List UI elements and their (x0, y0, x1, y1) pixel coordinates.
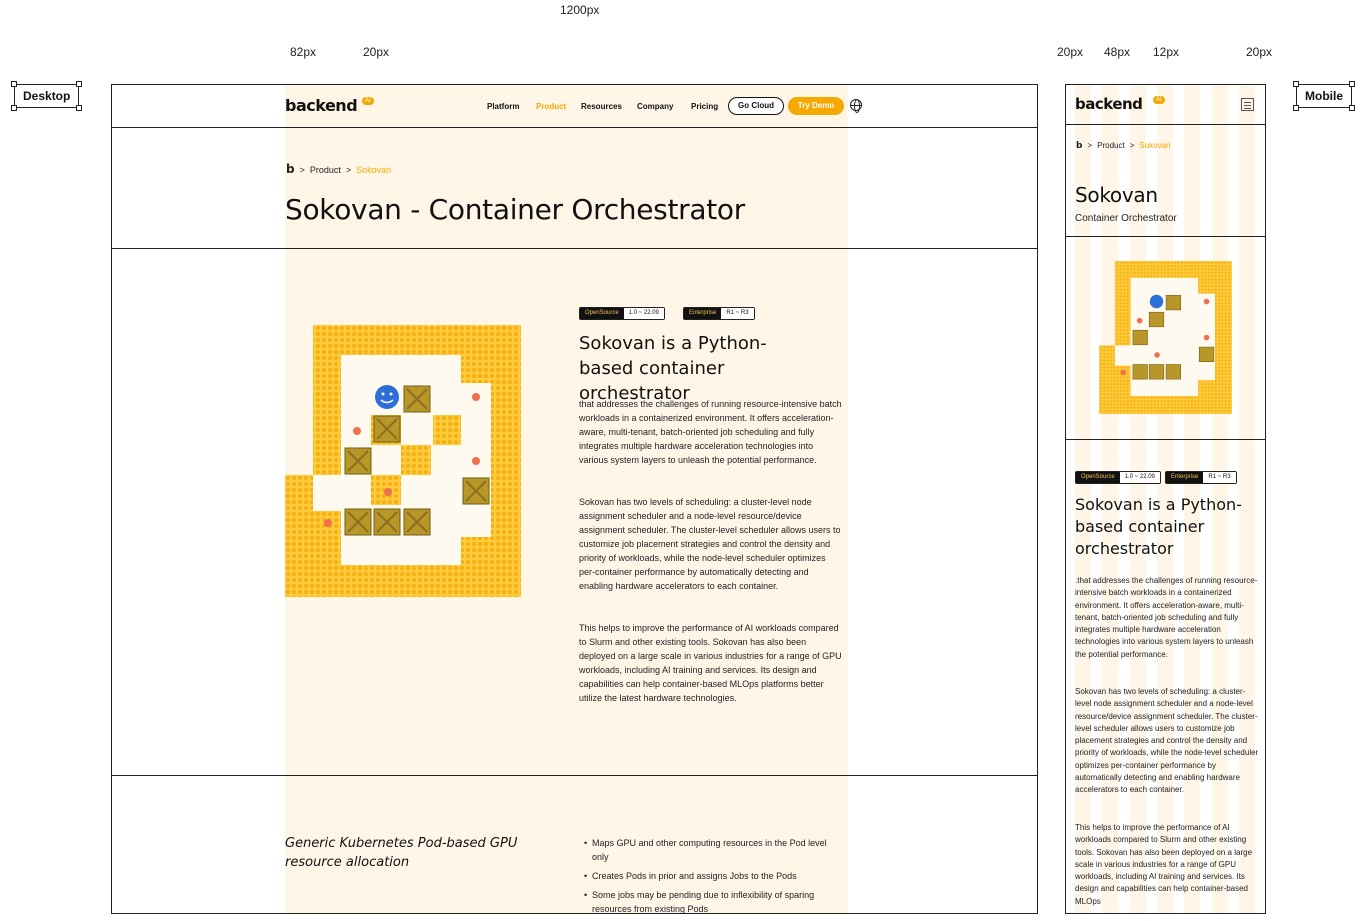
feature-item: • Creates Pods in prior and assigns Jobs to the Pods (584, 869, 844, 883)
sokoban-puzzle-illustration (285, 325, 521, 597)
opensource-version-badge: OpenSource 1.0 ~ 22.09 (1075, 471, 1161, 484)
sokoban-puzzle-illustration (1099, 261, 1232, 414)
feature-list (584, 836, 844, 921)
mobile-description-paragraph-2: Sokovan has two levels of scheduling: a cluster-level node assignment scheduler and a node-level resource/device assignment scheduler. The cluster-level scheduler allows users to customize job placement strategies and control the density and priority of workloads, while the node-level scheduler optimizes per-container performance by automatically detecting and enabling hardware accelerators to each container. (1075, 687, 1259, 795)
breadcrumb-home[interactable]: b (1076, 141, 1083, 151)
mobile-column-annotation: 48px (1104, 45, 1131, 59)
mobile-label-text: Mobile (1305, 89, 1343, 103)
mobile-description-paragraph-1: .that addresses the challenges of running resource-intensive batch workloads in a containerized environment. It offers acceleration-aware, multi-tenant, batch-oriented job scheduling and fully integrates multiple hardware acceleration technologies into various system layers to unleash the potential performance. (1075, 576, 1258, 659)
logo-ai-badge: AI (1153, 96, 1165, 104)
feature-item: • Maps GPU and other computing resources in the Pod level only (584, 836, 844, 864)
product-headline: Sokovan is a Python-based container orchestrator (579, 333, 767, 404)
globe-icon[interactable] (850, 99, 862, 111)
breadcrumb-current: Sokovan (356, 165, 392, 175)
mobile-top-nav (1066, 85, 1265, 125)
enterprise-version-badge: Enterprise R1 ~ R3 (683, 307, 755, 320)
mobile-frame-label[interactable] (1296, 84, 1352, 108)
breadcrumb-product[interactable]: Product (1097, 141, 1125, 150)
nav-platform[interactable]: Platform (487, 102, 520, 111)
breadcrumb-current: Sokovan (1139, 141, 1171, 150)
brand-logo[interactable]: backend (285, 96, 358, 115)
feature-item: • Some jobs may be pending due to inflexibility of sparing resources from existing Pods (584, 888, 844, 916)
nav-pricing[interactable]: Pricing (691, 102, 719, 111)
breadcrumb-home[interactable]: b (286, 162, 295, 176)
feature-heading: Generic Kubernetes Pod-based GPU resource allocation (285, 836, 518, 870)
mobile-margin-annotation: 20px (1057, 45, 1084, 59)
divider (1066, 439, 1265, 440)
mobile-frame (1065, 84, 1266, 914)
opensource-version-badge: OpenSource 1.0 ~ 22.09 (579, 307, 665, 320)
nav-product[interactable]: Product (536, 102, 567, 111)
divider (112, 248, 1037, 249)
desktop-frame (111, 84, 1038, 914)
desktop-label-text: Desktop (23, 89, 71, 103)
mobile-margin-right-annotation: 20px (1246, 45, 1273, 59)
page-title: Sokovan - Container Orchestrator (285, 193, 745, 226)
desktop-frame-label[interactable] (14, 84, 79, 108)
width-annotation: 1200px (560, 3, 600, 17)
mobile-gutter-annotation: 12px (1153, 45, 1180, 59)
nav-resources[interactable]: Resources (581, 102, 622, 111)
mobile-product-headline: Sokovan is a Python-based container orchestrator (1075, 495, 1242, 558)
brand-logo[interactable]: backend (1075, 95, 1143, 113)
desktop-top-nav (112, 85, 1037, 128)
description-paragraph-1: that addresses the challenges of running resource-intensive batch workloads in a containerized environment. It offers acceleration-aware, multi-tenant, batch-oriented job scheduling and fully integrates multiple hardware acceleration technologies into various system layers to unleash the potential performance. (579, 399, 842, 465)
hamburger-menu-icon[interactable] (1241, 98, 1254, 111)
gutter-annotation: 20px (363, 45, 390, 59)
breadcrumb: b > Product > Sokovan (286, 162, 392, 176)
divider (1066, 236, 1265, 237)
logo-ai-badge: AI (362, 97, 374, 105)
breadcrumb: b > Product > Sokovan (1076, 141, 1171, 151)
try-demo-button[interactable]: Try Demo (788, 97, 844, 115)
divider (112, 775, 1037, 776)
description-paragraph-3: This helps to improve the performance of AI workloads compared to Slurm and other existing tools. Sokovan has also been deployed on a large scale in various industries for a range of GPU workloads, including AI training and services. Its design and capabilities can help container-based MLOps platforms better utilize the latest hardware technologies. (579, 623, 842, 703)
nav-company[interactable]: Company (637, 102, 674, 111)
description-paragraph-2: Sokovan has two levels of scheduling: a cluster-level node assignment scheduler and a node-level resource/device assignment scheduler. The cluster-level scheduler allows users to customize job placement strategies and control the density and priority of workloads, while the node-level scheduler optimizes per-container performance by automatically detecting and enabling hardware accelerators to each container. (579, 497, 841, 591)
go-cloud-button[interactable]: Go Cloud (728, 97, 784, 115)
mobile-description-paragraph-3: This helps to improve the performance of AI workloads compared to Slurm and other existing tools. Sokovan has also been deployed on a large scale in various industries for a range of GPU workloads, including AI training and services. Its design and capabilities can help container-based MLOps (1075, 823, 1253, 906)
mobile-page-subtitle: Container Orchestrator (1075, 213, 1177, 224)
margin-annotation: 82px (290, 45, 317, 59)
mobile-page-title: Sokovan (1075, 183, 1158, 207)
enterprise-version-badge: Enterprise R1 ~ R3 (1165, 471, 1237, 484)
breadcrumb-product[interactable]: Product (309, 165, 341, 175)
